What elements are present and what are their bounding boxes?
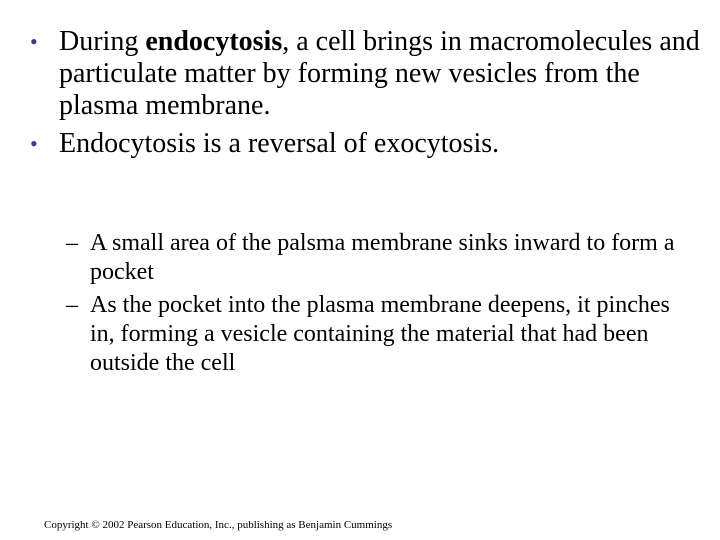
bullet-item-reversal xyxy=(30,128,700,160)
sub-bullet-dash: – xyxy=(66,292,78,318)
bullet-text-after: , a cell brings in macromolecules and particulate matter by forming new vesicles from the plasma membrane. xyxy=(59,26,700,121)
bullet-text: Endocytosis is a reversal of exocytosis. xyxy=(59,128,500,159)
bullet-item-endocytosis-definition xyxy=(30,26,700,122)
copyright-footer: Copyright © 2002 Pearson Education, Inc., publishing as Benjamin Cummings xyxy=(44,519,393,531)
bullet-text-before: During xyxy=(59,26,146,57)
sub-bullet-item-vesicle xyxy=(66,291,696,378)
sub-bullet-list xyxy=(66,229,696,382)
bullet-dot: • xyxy=(30,131,38,156)
bullet-list xyxy=(30,26,700,166)
sub-bullet-dash: – xyxy=(66,230,78,256)
sub-bullet-text: A small area of the palsma membrane sinks inward to form a pocket xyxy=(90,230,675,285)
sub-bullet-text: As the pocket into the plasma membrane deepens, it pinches in, forming a vesicle containing the material that had been outside the cell xyxy=(90,292,670,376)
bullet-dot: • xyxy=(30,29,38,54)
sub-bullet-item-pocket xyxy=(66,229,696,287)
bold-term-endocytosis: endocytosis xyxy=(145,26,283,57)
